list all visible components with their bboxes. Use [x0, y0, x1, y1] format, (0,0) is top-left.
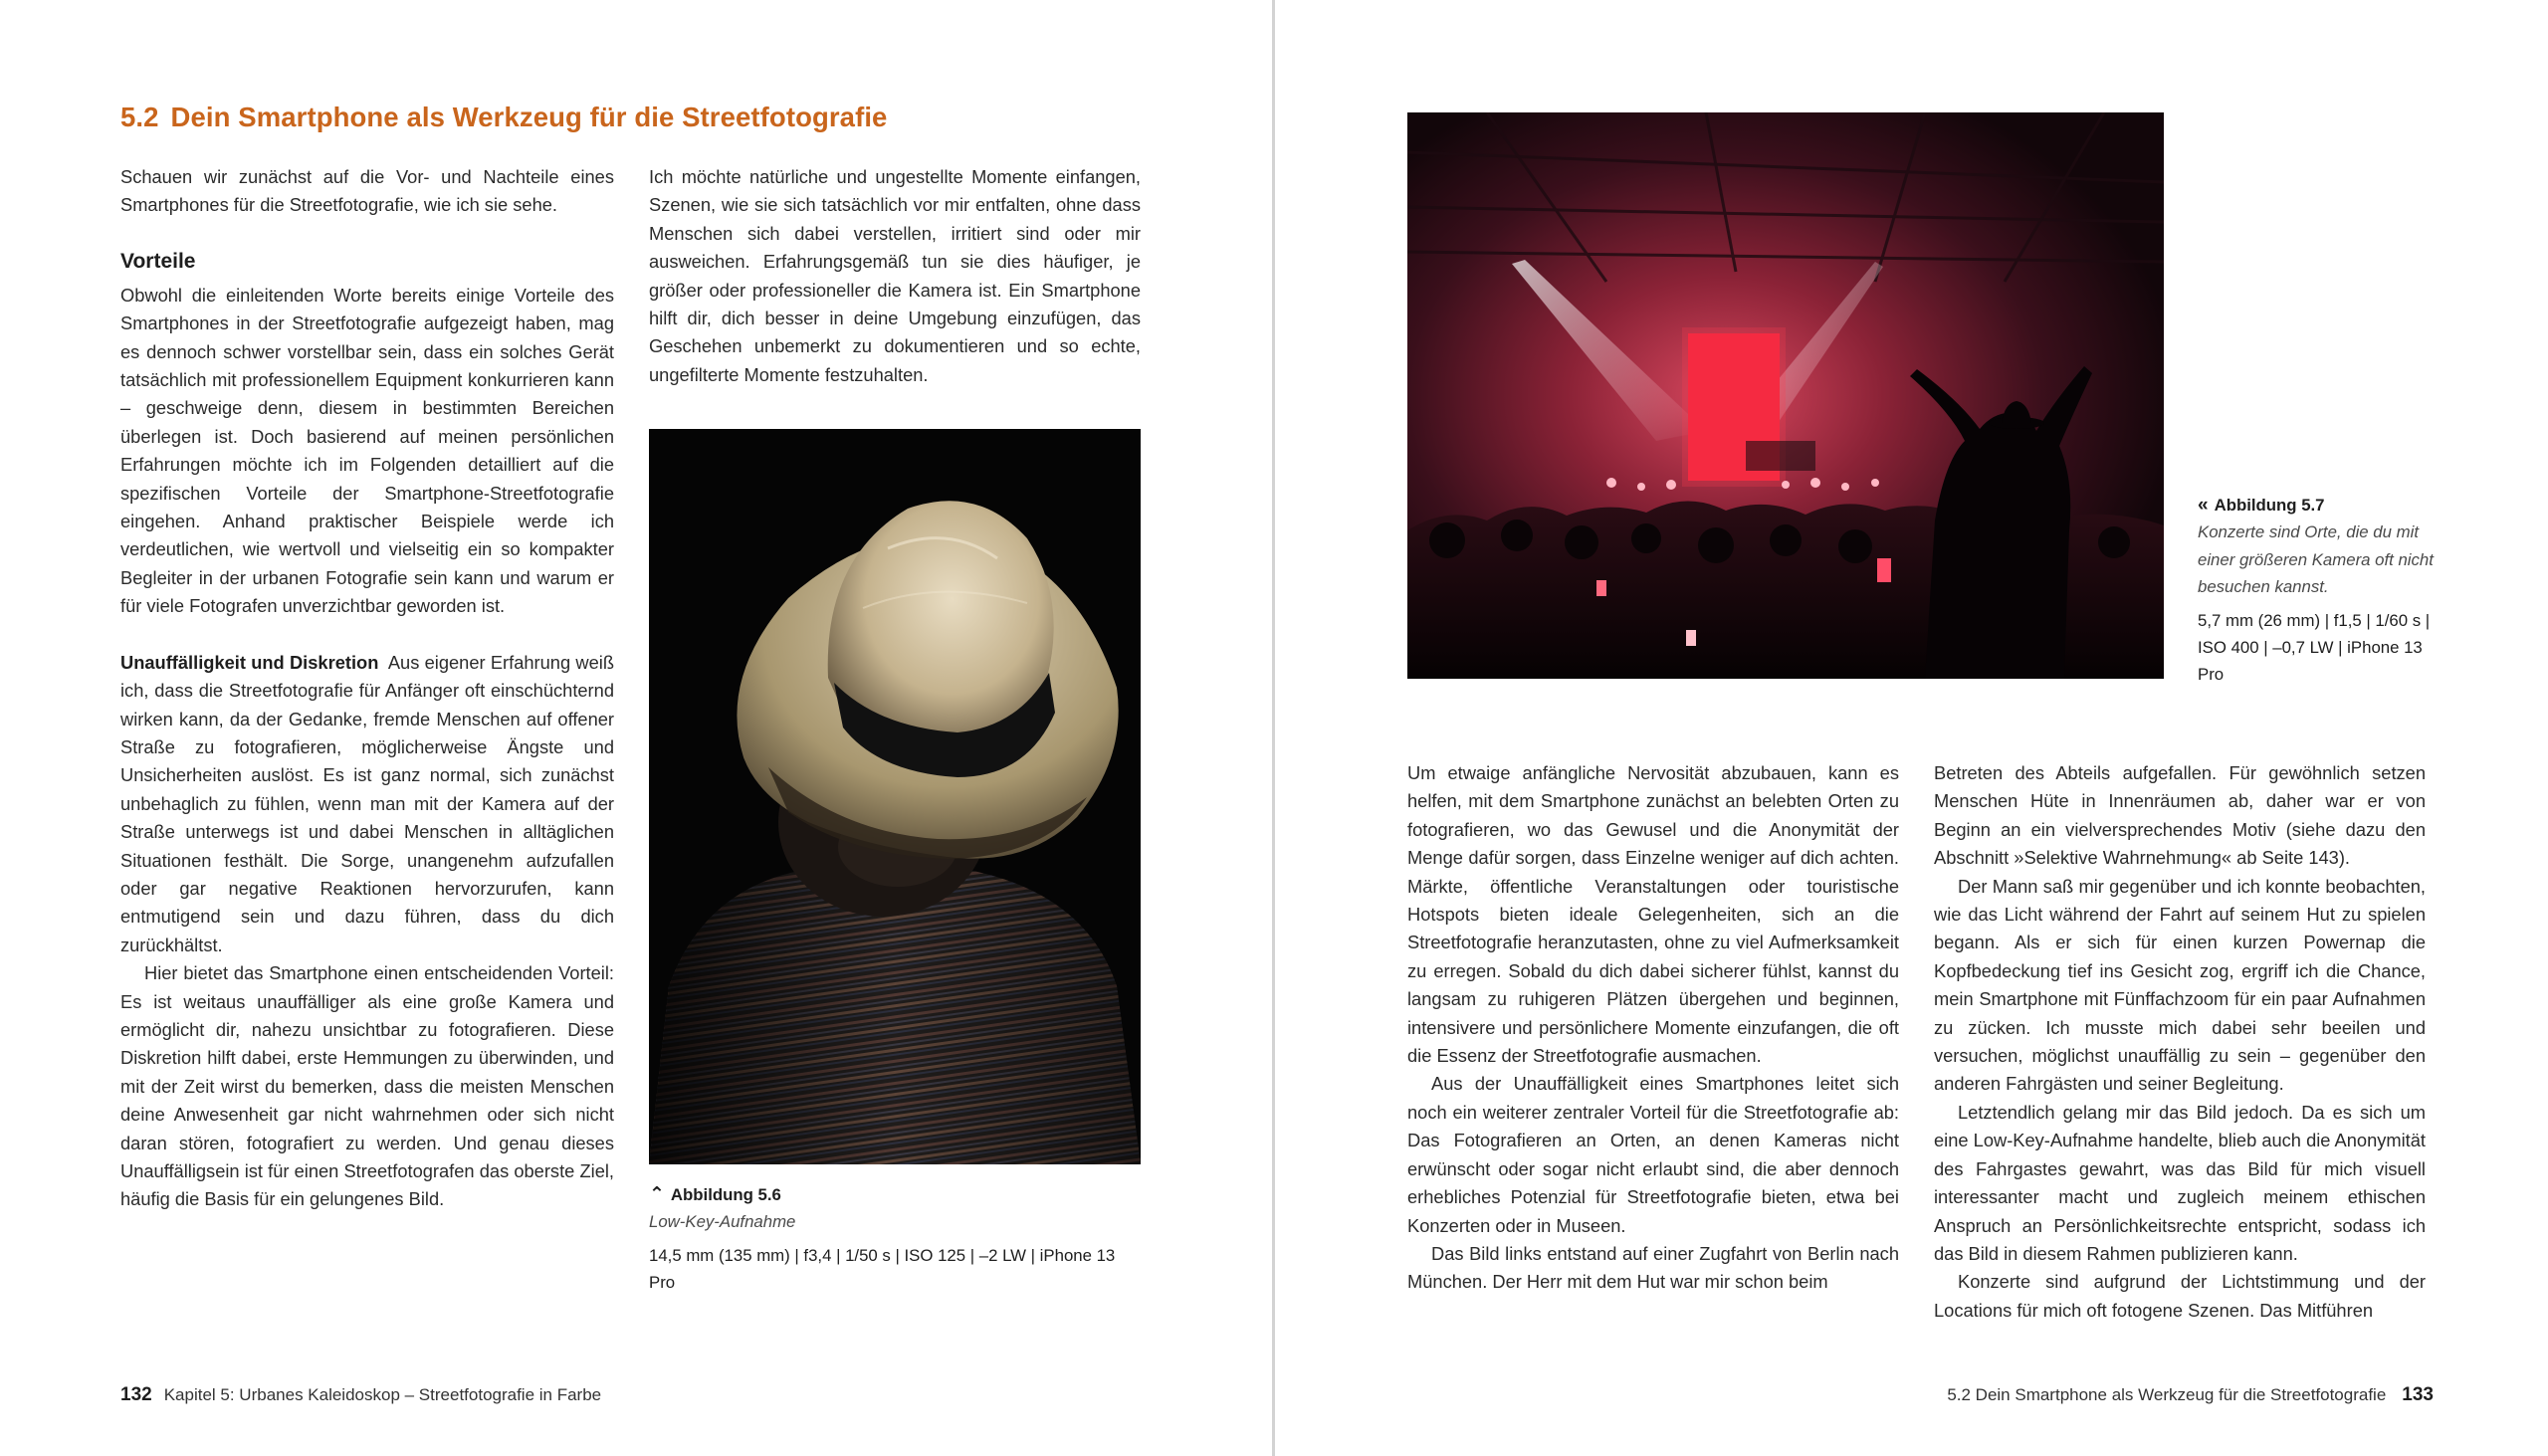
body-paragraph: Konzerte sind aufgrund der Lichtstimmung und der Locations für mich oft fotogene Szenen. Das Mitführen	[1934, 1271, 2426, 1321]
section-title-text: Dein Smartphone als Werkzeug für die Streetfotografie	[170, 102, 888, 132]
intro-paragraph: Schauen wir zunächst auf die Vor- und Nachteile eines Smartphones für die Streetfotografie, wie ich sie sehe.	[120, 166, 614, 216]
body-paragraph: Obwohl die einleitenden Worte bereits einige Vorteile des Smartphones in der Streetfotografie aufgezeigt haben, mag es dennoch schwer vorstellbar sein, dass ein solches Gerät tatsächlich mit professionellem Equipment konkurrieren kann – geschweige denn, diesem in bestimmten Bereichen überlegen ist. Doch basierend auf meinen persönlichen Erfahrungen möchte ich im Folgenden detailliert auf die spezifischen Vorteile der Smartphone-Streetfotografie eingehen. Anhand praktischer Beispiele werde ich verdeutlichen, wie wertvoll und vielseitig ein so kompakter Begleiter in der urbanen Fotografie sein kann und warum er für viele Fotografen unverzichtbar geworden ist.	[120, 284, 614, 617]
figure-5-7-caption	[2198, 492, 2437, 689]
figure-exif-meta: 14,5 mm (135 mm) | f3,4 | 1/50 s | ISO 125 | –2 LW | iPhone 13 Pro	[649, 1245, 1116, 1293]
right-page-column-1	[1407, 759, 1899, 1297]
body-paragraph: Aus der Unauffälligkeit eines Smartphones leitet sich noch ein weiterer zentraler Vorteil für die Streetfotografie ab: Das Fotografieren an Orten, an denen Kameras nicht erwünscht oder sogar nicht erlaubt sind, die aber dennoch erhebliches Potenzial für Streetfotografie bieten, etwa bei Konzerten oder in Museen.	[1407, 1073, 1899, 1236]
body-paragraph: Letztendlich gelang mir das Bild jedoch. Da es sich um eine Low-Key-Aufnahme handelte, blieb auch die Anonymität des Fahrgastes gewahrt, was das Bild für mich visuell interessanter macht und zugleich meinem ethischen Anspruch an Persönlichkeitsrechte entspricht, sodass ich das Bild in diesem Rahmen publizieren kann.	[1934, 1101, 2426, 1264]
figure-label	[649, 1181, 1117, 1208]
page-number: 133	[2402, 1384, 2434, 1405]
figure-exif-meta: 5,7 mm (26 mm) | f1,5 | 1/60 s | ISO 400 | –0,7 LW | iPhone 13 Pro	[2198, 610, 2431, 685]
body-paragraph-runin	[120, 649, 614, 959]
figure-5-7-photo	[1407, 112, 2164, 679]
figure-label	[2198, 492, 2437, 519]
body-paragraph: Betreten des Abteils aufgefallen. Für gewöhnlich setzen Menschen Hüte in Innenräumen ab, daher war er von Beginn an ein vielversprechendes Motiv (siehe dazu den Abschnitt »Selektive Wahrnehmung« ab Seite 143).	[1934, 762, 2426, 869]
section-title	[120, 102, 887, 133]
double-chevron-left-icon: «	[2198, 495, 2209, 516]
body-paragraph: Das Bild links entstand auf einer Zugfahrt von Berlin nach München. Der Herr mit dem Hut war mir schon beim	[1407, 1242, 1899, 1293]
section-number: 5.2	[120, 102, 159, 132]
left-page-column-2	[649, 163, 1141, 389]
right-page-footer	[1947, 1384, 2434, 1406]
subheading-vorteile: Vorteile	[120, 249, 196, 273]
figure-5-6-photo	[649, 429, 1141, 1164]
body-paragraph: Der Mann saß mir gegenüber und ich konnte beobachten, wie das Licht während der Fahrt auf seinem Hut zu spielen begann. Als er sich für einen kurzen Powernap die Kopfbedeckung tief ins Gesicht zog, ergriff ich die Chance, mein Smartphone mit Fünffachzoom für ein paar Aufnahmen zu zücken. Ich musste mich dabei sehr beeilen und versuchen, möglichst unauffällig zu sein – gegenüber den anderen Fahrgästen und seiner Begleitung.	[1934, 875, 2426, 1095]
left-page-column-1	[120, 163, 614, 1214]
body-paragraph: Hier bietet das Smartphone einen entscheidenden Vorteil: Es ist weitaus unauffälliger als eine große Kamera und ermöglicht dir, nahezu unsichtbar zu fotografieren. Diese Diskretion hilft dabei, erste Hemmungen zu überwinden, und mit der Zeit wirst du bemerken, dass die meisten Menschen deine Anwesenheit gar nicht wahrnehmen oder sich nicht daran stören, fotografiert zu werden. Und genau dieses Unauffälligsein ist für einen Streetfotografen das oberste Ziel, häufig die Basis für ein gelungenes Bild.	[120, 962, 614, 1210]
body-paragraph: Um etwaige anfängliche Nervosität abzubauen, kann es helfen, mit dem Smartphone zunächst an belebten Orten zu fotografieren, wo das Gewusel und die Anonymität der Menge dafür sorgen, dass Einzelne weniger auf dich achten. Märkte, öffentliche Veranstaltungen oder touristische Hotspots bieten ideale Gelegenheiten, sich an die Streetfotografie heranzutasten, ohne zu viel Aufmerksamkeit zu erregen. Sobald du dich dabei sicherer fühlst, kannst du langsam zu ruhigeren Plätzen übergehen und beginnen, intensivere und persönlichere Momente einzufangen, die oft die Essenz der Streetfotografie ausmachen.	[1407, 762, 1899, 1067]
page-number: 132	[120, 1384, 152, 1405]
figure-description: Konzerte sind Orte, die du mit einer größeren Kamera oft nicht besuchen kannst.	[2198, 522, 2434, 597]
double-chevron-up-icon: ⌃​	[649, 1184, 665, 1205]
figure-description: Low-Key-Aufnahme	[649, 1212, 796, 1232]
figure-label-text: Abbildung 5.7	[2214, 496, 2325, 515]
body-paragraph: Ich möchte natürliche und ungestellte Momente einfangen, Szenen, wie sie sich tatsächlich vor mir entfalten, ohne dass Menschen sich dabei verstellen, irritiert sind oder mir ausweichen. Erfahrungsgemäß tun sie dies häufiger, je größer oder professioneller die Kamera ist. Ein Smartphone hilft dir, dich besser in deine Umgebung einzufügen, das Geschehen unbemerkt zu dokumentieren und so echte, ungefilterte Momente festzuhalten.	[649, 166, 1141, 385]
runin-heading: Unauffälligkeit und Diskretion	[120, 651, 379, 673]
right-page-column-2	[1934, 759, 2426, 1325]
figure-5-6-caption	[649, 1181, 1117, 1297]
left-page-footer	[120, 1384, 601, 1406]
book-spine-divider	[1272, 0, 1275, 1456]
figure-label-text: Abbildung 5.6	[670, 1185, 781, 1204]
running-head: 5.2 Dein Smartphone als Werkzeug für die Streetfotografie	[1947, 1385, 2387, 1404]
body-text: Aus eigener Erfahrung weiß ich, dass die Streetfotografie für Anfänger oft einschüchternd wirken kann, da der Gedanke, fremde Menschen auf offener Straße zu fotografieren, möglicherweise Ängste und Unsicherheiten auslöst. Es ist ganz normal, sich zunächst unbehaglich zu fühlen, wenn man mit der Kamera auf der Straße unterwegs ist und dabei Menschen in alltäglichen Situationen festhält. Die Sorge, unangenehm aufzufallen oder gar negative Reaktionen hervorzurufen, kann entmutigend sein und dazu führen, dass du dich zurückhältst.	[120, 651, 614, 955]
running-head: Kapitel 5: Urbanes Kaleidoskop – Streetfotografie in Farbe	[163, 1385, 602, 1404]
